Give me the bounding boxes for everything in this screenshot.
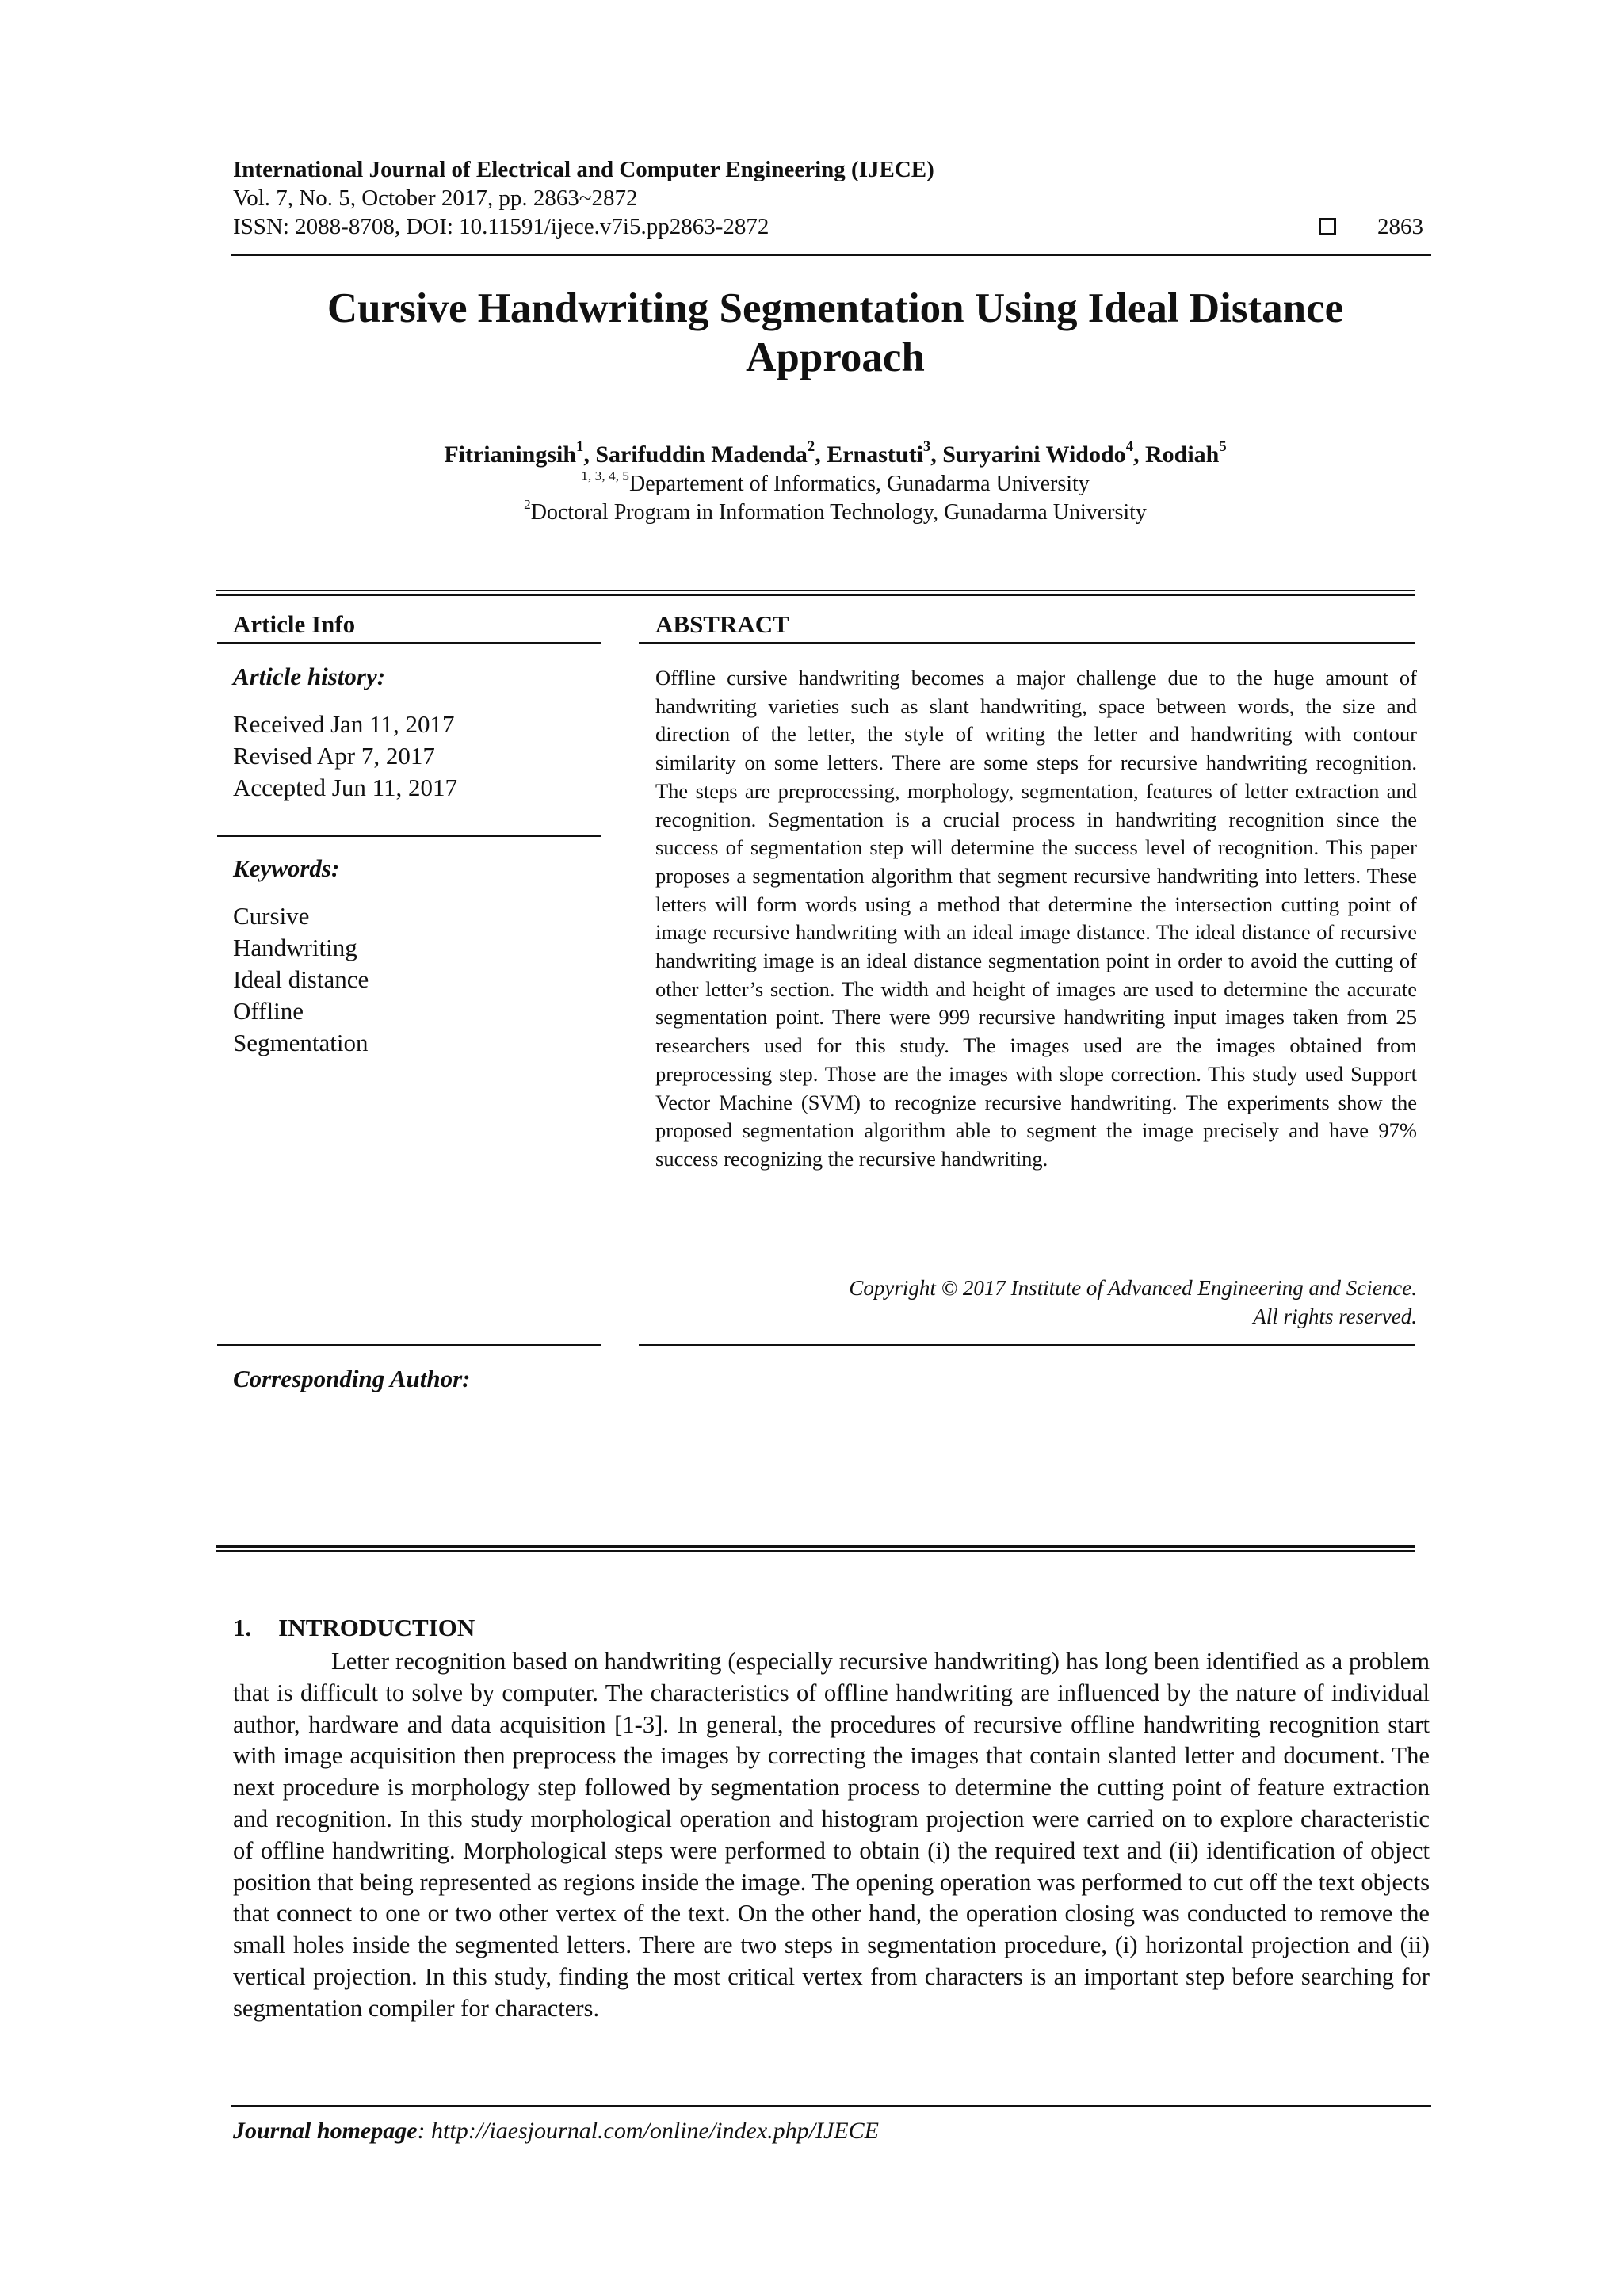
issn-line: ISSN: 2088-8708, DOI: 10.11591/ijece.v7i5.pp2863-2872 [233, 214, 769, 239]
history-rule [217, 835, 601, 837]
title-line-1: Cursive Handwriting Segmentation Using Ideal Distance [327, 285, 1344, 331]
keyword: Handwriting [233, 934, 357, 961]
accepted-date: Accepted Jun 11, 2017 [233, 774, 457, 801]
paper-title [233, 284, 1438, 382]
affiliation-2: $^2$Doctoral Program in Information Technology, Gunadarma University [524, 497, 1147, 525]
footer-rule [231, 2105, 1431, 2107]
introduction-heading [233, 1614, 475, 1642]
header-rule [231, 254, 1431, 256]
author: Suryarini Widodo$^4$, [942, 438, 1145, 468]
author: Rodiah$^5$ [1144, 438, 1227, 468]
author: Ernastuti$^3$, [827, 438, 943, 468]
homepage-url[interactable]: http://iaesjournal.com/online/index.php/IJECE [431, 2118, 879, 2144]
info-bottom-rule-2 [216, 1550, 1415, 1552]
received-date: Received Jan 11, 2017 [233, 710, 455, 738]
homepage-label: Journal homepage [233, 2118, 418, 2144]
title-line-2: Approach [746, 334, 925, 380]
journal-name: International Journal of Electrical and Computer Engineering (IJECE) [233, 157, 934, 182]
page-number: 2863 [1377, 214, 1423, 239]
keyword: Offline [233, 997, 304, 1025]
keyword: Segmentation [233, 1029, 369, 1056]
corresponding-author-label: Corresponding Author: [233, 1365, 471, 1392]
square-outline-icon [1319, 218, 1336, 238]
keywords-label: Keywords: [233, 854, 340, 882]
revised-date: Revised Apr 7, 2017 [233, 742, 435, 770]
author-list [233, 438, 1438, 469]
abstract-rule [639, 642, 1415, 644]
info-bottom-rule [216, 1545, 1415, 1548]
affiliation-1: $^{1, 3, 4, 5}$Departement of Informatics, Gunadarma University [581, 468, 1090, 496]
keyword: Cursive [233, 902, 310, 930]
article-info-heading: Article Info [233, 610, 356, 638]
keyword: Ideal distance [233, 965, 369, 993]
keywords-rule [217, 1344, 601, 1346]
volume-line: Vol. 7, No. 5, October 2017, pp. 2863~2872 [233, 185, 638, 211]
journal-homepage: Journal homepage: http://iaesjournal.com/online/index.php/IJECE [233, 2118, 879, 2144]
author: Fitrianingsih$^1$, [444, 438, 596, 468]
article-history-label: Article history: [233, 663, 386, 690]
author: Sarifuddin Madenda$^2$, [595, 438, 827, 468]
keyword-list [233, 900, 369, 1059]
abstract-text: Offline cursive handwriting becomes a major challenge due to the huge amount of handwriting varieties such as slant handwriting, space between words, the size and direction of the letter, the style of writing the letter and handwriting with contour similarity on some letters. There are some steps for recursive handwriting recognition. The steps are preprocessing, morphology, segmentation, features of letter extraction and recognition. Segmentation is a crucial process in handwriting recognition since the success of segmentation step will determine the success level of recognition. This paper proposes a segmentation algorithm that segment recursive handwriting into letters. These letters will form words using a method that determine the intersection cutting point of image recursive handwriting with an ideal image distance. The ideal distance of recursive handwriting image is an ideal distance segmentation point in order to avoid the cutting of other letter’s section. The width and height of images are used to determine the accurate segmentation point. There were 999 recursive handwriting input images taken from 25 researchers used for this study. The images used are the images obtained from preprocessing step. Those are the images with slope correction. This study used Support Vector Machine (SVM) to recognize recursive handwriting. The experiments show the proposed segmentation algorithm able to segment the image precisely and have 97% success recognizing the recursive handwriting. [655, 666, 1417, 1171]
info-top-rule-2 [216, 594, 1415, 596]
abstract-bottom-rule [639, 1344, 1415, 1346]
article-info-rule [217, 642, 601, 644]
section-number: 1. [233, 1614, 252, 1641]
section-title: INTRODUCTION [278, 1614, 475, 1641]
info-top-rule [216, 590, 1415, 591]
copyright-notice: Copyright © 2017 Institute of Advanced Engineering and Science. All rights reserved. [849, 1276, 1417, 1328]
abstract-heading: ABSTRACT [655, 610, 789, 638]
introduction-paragraph: Letter recognition based on handwriting (especially recursive handwriting) has long been identified as a problem that is difficult to solve by computer. The characteristics of offline handwriting are influenced by the nature of individual author, hardware and data acquisition [1-3]. In general, the procedures of recursive offline handwriting recognition start with image acquisition then preprocess the images by correcting the images that contain slanted letter and document. The next procedure is morphology step followed by segmentation process to determine the cutting point of feature extraction and recognition. In this study morphological operation and histogram projection were carried on to explore characteristic of offline handwriting. Morphological steps were performed to obtain (i) the required text and (ii) identification of object position that being represented as regions inside the image. The opening operation was performed to cut off the text objects that connect to one or two other vertex of the text. On the other hand, the operation closing was conducted to remove the small holes inside the segmented letters. There are two steps in segmentation procedure, (i) horizontal projection and (ii) vertical projection. In this study, finding the most critical vertex from characters is an important step before searching for segmentation compiler for characters. [233, 1648, 1430, 2022]
